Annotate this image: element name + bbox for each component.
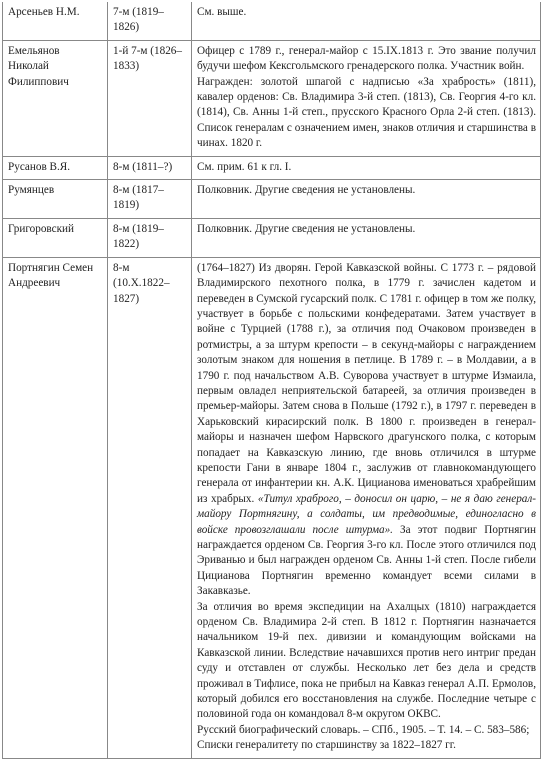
info-cell <box>192 2 541 40</box>
info-paragraph: См. прим. 61 к гл. I. <box>197 160 292 173</box>
info-cell <box>192 257 541 758</box>
table-row <box>3 40 541 156</box>
biography-text: За этот подвиг Портнягин награждается орденом Св. Георгия 3-го кл. После этого отличился под Эриванью и был награжден орденом Св. Анны 1-й степ. После гибели Цицианова Портнягин временно командует всеми силами в Закавказье. <box>197 523 536 598</box>
info-paragraph <box>197 261 536 600</box>
name-cell: Арсеньев Н.М. <box>3 2 108 40</box>
name-cell: Григоровский <box>3 218 108 257</box>
name-cell: Портнягин Семен Андреевич <box>3 257 108 758</box>
info-cell <box>192 218 541 257</box>
info-paragraph: Офицер с 1789 г., генерал-майор с 15.IX.1813 г. Это звание получил будучи шефом Кексгольмского гренадерского полка. Участник войн. <box>197 44 536 73</box>
name-cell: Румянцев <box>3 180 108 219</box>
quote-text: не я даю генерал-майору Портнягину, а солдаты, им предводимые, единогласно в войске провозглашали после штурма». <box>197 492 536 536</box>
name-cell: Русанов В.Я. <box>3 156 108 179</box>
info-cell <box>192 40 541 156</box>
period-line: (10.X.1822–1827) <box>113 277 170 305</box>
period-cell: 7-м (1819–1826) <box>108 2 192 40</box>
info-cell <box>192 180 541 219</box>
table-row <box>3 218 541 257</box>
period-line: 8-м <box>113 261 130 274</box>
info-paragraph: Полковник. Другие сведения не установлены. <box>197 184 416 197</box>
period-cell: 1-й 7-м (1826–1833) <box>108 40 192 156</box>
source-reference: Русский биографический словарь. – СПб., 1905. – Т. 14. – С. 583–586; <box>197 723 530 736</box>
table-row <box>3 156 541 179</box>
period-cell: 8-м (1811–?) <box>108 156 192 179</box>
period-cell: 8-м (1819–1822) <box>108 218 192 257</box>
info-cell <box>192 156 541 179</box>
info-paragraph: Награжден: золотой шпагой с надписью «За храбрость» (1811), кавалер орденов: Св. Владимира 3-й степ. (1813), Св. Георгия 4-го кл. (1814), Св. Анны 1-й степ., прусского Красного Орла 2-й степ. (1813). Список генералам с означением имен, знаков отличия и старшинства в чинах. 1820 г. <box>197 75 536 150</box>
quote-text: «Титул храброго, – доносил он царю, – <box>257 492 448 505</box>
period-cell <box>108 257 192 758</box>
period-cell: 8-м (1817–1819) <box>108 180 192 219</box>
biography-text: (1764–1827) Из дворян. Герой Кавказской войны. С 1773 г. – рядовой Владимирского пехотного полка, в 1779 г. зачислен кадетом и переведен в Сумской гусарский полк. С 1781 г. офицер в том же полку, участвует в борьбе с польскими конфедератами. Затем участвует в войне с Турцией (1788 г.), за отличия под Очаковом произведен в ротмистры, а за штурм крепости – в секунд-майоры с награждением золотым знаком для ношения в петлице. В 1789 г. – в Молдавии, а в 1790 г. под начальством А.В. Суворова участвует в штурме Измаила, первым овладел неприятельской батареей, за отличия произведен в премьер-майоры. Затем снова в Польше (1792 г.), в 1797 г. переведен в Харьковский кирасирский полк. В 1800 г. произведен в генерал-майоры и назначен шефом Нарвского драгунского полка, с которым попадает на Кавказскую линию, где вновь отличился в штурме крепости Гани в январе 1804 г., заслужив от главнокомандующего генерала от инфантерии кн. А.К. Цицианова именоваться храбрейшим из храбрых. <box>197 261 536 505</box>
name-cell: Емельянов Николай Филиппович <box>3 40 108 156</box>
generals-table <box>2 2 541 759</box>
table-row <box>3 257 541 758</box>
table-row <box>3 180 541 219</box>
info-paragraph: См. выше. <box>197 6 247 18</box>
info-paragraph: Полковник. Другие сведения не установлены. <box>197 222 416 235</box>
info-paragraph: За отличия во время экспедиции на Ахалцых (1810) награждается орденом Св. Владимира 2-й степ. В 1812 г. Портнягин назначается начальником 19-й пех. дивизии и командующим войсками на Кавказской линии. Вследствие начавшихся против него интриг предан суду и отставлен от службы. Несколько лет без дела и средств проживал в Тифлисе, пока не прибыл на Кавказ генерал А.П. Ермолов, который добился его восстановления на службе. Последние четыре с половиной года он командовал 8-м округом ОКВС. <box>197 600 536 721</box>
table-row <box>3 2 541 40</box>
source-reference: Списки генералитету по старшинству за 1822–1827 гг. <box>197 739 456 752</box>
